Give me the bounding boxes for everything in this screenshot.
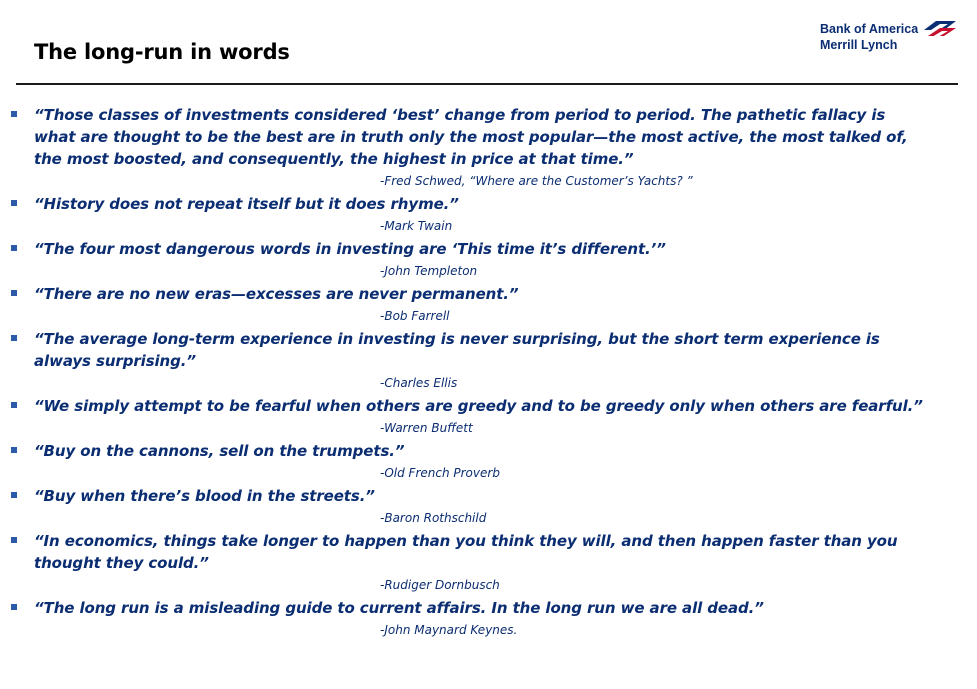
quote-text: “The four most dangerous words in investing are ‘This time it’s different.’” <box>34 240 666 258</box>
bullet-icon <box>11 537 17 543</box>
quote-text: “Those classes of investments considered ‘best’ change from period to period. The pathetic fallacy is what are thought to be the best are in truth only the most popular—the most active, the most talked of, the most boosted, and consequently, the highest in price at that time.” <box>34 106 908 168</box>
bullet-icon <box>11 335 17 341</box>
title-divider <box>16 83 958 85</box>
quote-item <box>0 530 977 593</box>
quote-author: -Old French Proverb <box>380 466 500 480</box>
quote-author: -Rudiger Dornbusch <box>380 578 500 592</box>
quote-text: “The long run is a misleading guide to current affairs. In the long run we are all dead.” <box>34 599 764 617</box>
bullet-icon <box>11 492 17 498</box>
quote-item <box>0 440 977 481</box>
bullet-icon <box>11 604 17 610</box>
quote-text: “Buy on the cannons, sell on the trumpets.” <box>34 442 405 460</box>
logo-line-1: Bank of America <box>820 22 919 36</box>
quote-author: -Charles Ellis <box>380 376 458 390</box>
flagscape-icon <box>922 18 958 38</box>
quote-text: “We simply attempt to be fearful when others are greedy and to be greedy only when others are fearful.” <box>34 397 923 415</box>
quote-author: -John Maynard Keynes. <box>380 623 518 637</box>
quote-author: -Fred Schwed, “Where are the Customer’s Yachts? ” <box>380 174 693 188</box>
quote-item <box>0 485 977 526</box>
quote-author: -Bob Farrell <box>380 309 450 323</box>
quote-author: -Warren Buffett <box>380 421 473 435</box>
quote-author: -John Templeton <box>380 264 478 278</box>
quote-item <box>0 104 977 189</box>
bullet-icon <box>11 402 17 408</box>
logo-line-2: Merrill Lynch <box>820 38 898 52</box>
quote-text: “History does not repeat itself but it does rhyme.” <box>34 195 459 213</box>
bank-logo <box>820 20 960 54</box>
quote-list <box>0 104 977 642</box>
quote-item <box>0 597 977 638</box>
quote-item <box>0 283 977 324</box>
quote-text: “The average long-term experience in investing is never surprising, but the short term experience is always surprising.” <box>34 330 880 370</box>
bullet-icon <box>11 200 17 206</box>
quote-item <box>0 395 977 436</box>
quote-item <box>0 328 977 391</box>
page-title: The long-run in words <box>34 40 290 64</box>
bullet-icon <box>11 245 17 251</box>
quote-text: “Buy when there’s blood in the streets.” <box>34 487 375 505</box>
quote-item <box>0 238 977 279</box>
bullet-icon <box>11 290 17 296</box>
quote-author: -Mark Twain <box>380 219 453 233</box>
quote-item <box>0 193 977 234</box>
bullet-icon <box>11 447 17 453</box>
quote-text: “In economics, things take longer to happen than you think they will, and then happen faster than you thought they could.” <box>34 532 898 572</box>
bullet-icon <box>11 111 17 117</box>
quote-text: “There are no new eras—excesses are never permanent.” <box>34 285 519 303</box>
quote-author: -Baron Rothschild <box>380 511 487 525</box>
